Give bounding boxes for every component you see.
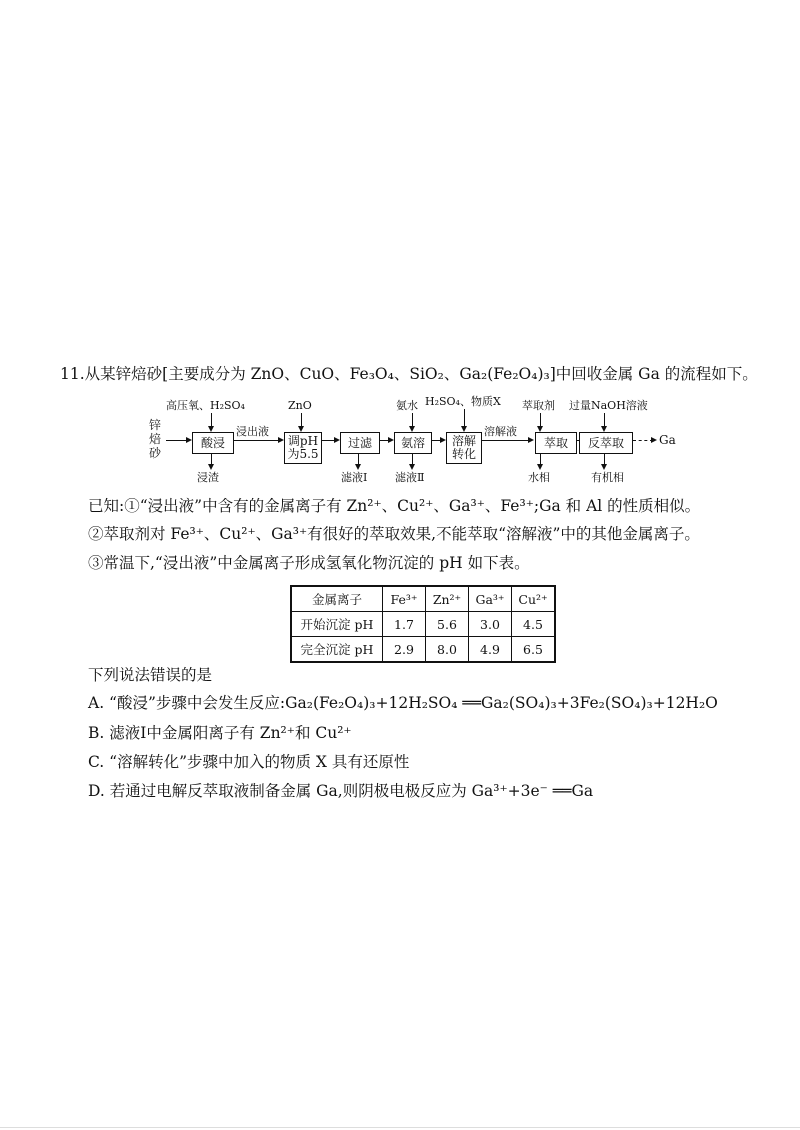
- back-extraction-box: 反萃取: [579, 432, 633, 454]
- table-cell: 1.7: [383, 612, 426, 637]
- filtrate1-label: 滤液Ⅰ: [341, 471, 368, 484]
- adjust-ph-line2: 为5.5: [287, 447, 319, 461]
- known-condition-1: 已知:①“浸出液”中含有的金属离子有 Zn²⁺、Cu²⁺、Ga³⁺、Fe³⁺;Ga 和 Al 的性质相似。: [88, 497, 701, 515]
- gallium-product-label: Ga: [659, 433, 676, 447]
- table-cell: 6.5: [512, 637, 556, 663]
- adjust-ph-line1: 调pH: [287, 434, 319, 448]
- table-cell: 开始沉淀 pH: [291, 612, 383, 637]
- table-row: [291, 612, 555, 637]
- dissolve-convert-line1: 溶解: [451, 434, 476, 448]
- process-flow-diagram: [148, 396, 688, 488]
- question-stem: [60, 364, 758, 384]
- dissolved-solution-label: 溶解液: [484, 425, 517, 438]
- question-prompt: 下列说法错误的是: [88, 666, 213, 684]
- table-cell: 3.0: [469, 612, 512, 637]
- dissolve-convert-line2: 转化: [451, 447, 476, 461]
- table-cell: 完全沉淀 pH: [291, 637, 383, 663]
- zno-input-label: ZnO: [288, 399, 312, 412]
- organic-phase-label: 有机相: [591, 471, 624, 484]
- table-header-cell: Zn²⁺: [426, 586, 469, 612]
- option-d[interactable]: D. 若通过电解反萃取液制备金属 Ga,则阴极电极反应为 Ga³⁺+3e⁻ ══Ga: [88, 782, 594, 800]
- table-header-row: [291, 586, 555, 612]
- question-number: 11.: [60, 365, 85, 383]
- adjust-ph-box: [284, 432, 322, 464]
- start-material-label: 锌 焙 砂: [148, 418, 161, 460]
- water-phase-label: 水相: [528, 471, 550, 484]
- filtrate2-label: 滤液Ⅱ: [395, 471, 425, 484]
- table-header-cell: Ga³⁺: [469, 586, 512, 612]
- question-stem-text: 从某锌焙砂[主要成分为 ZnO、CuO、Fe₃O₄、SiO₂、Ga₂(Fe₂O₄)₃]中回收金属 Ga 的流程如下。: [84, 365, 758, 383]
- ammonia-input-label: 氨水: [396, 399, 418, 412]
- ph-table: [290, 585, 556, 663]
- leachate-label: 浸出液: [236, 425, 269, 438]
- page-bottom-edge: [0, 1127, 800, 1128]
- residue-label: 浸渣: [197, 471, 219, 484]
- table-cell: 2.9: [383, 637, 426, 663]
- filter-box: 过滤: [340, 432, 380, 454]
- dissolve-convert-box: [446, 432, 482, 464]
- option-a[interactable]: A. “酸浸”步骤中会发生反应:Ga₂(Fe₂O₄)₃+12H₂SO₄ ══Ga₂(SO₄)₃+3Fe₂(SO₄)₃+12H₂O: [88, 694, 718, 712]
- known-condition-3: ③常温下,“浸出液”中金属离子形成氢氧化物沉淀的 pH 如下表。: [88, 554, 530, 572]
- option-b[interactable]: B. 滤液Ⅰ中金属阳离子有 Zn²⁺和 Cu²⁺: [88, 724, 352, 742]
- known-condition-2: ②萃取剂对 Fe³⁺、Cu²⁺、Ga³⁺有很好的萃取效果,不能萃取“溶解液”中的其他金属离子。: [88, 525, 700, 543]
- extractant-input-label: 萃取剂: [522, 399, 555, 412]
- table-cell: 5.6: [426, 612, 469, 637]
- extraction-box: 萃取: [535, 432, 577, 454]
- h2so4-x-input-label: H₂SO₄、物质X: [425, 395, 501, 408]
- table-header-cell: 金属离子: [291, 586, 383, 612]
- table-cell: 8.0: [426, 637, 469, 663]
- acid-leach-box: 酸浸: [192, 432, 234, 454]
- table-header-cell: Cu²⁺: [512, 586, 556, 612]
- acid-input-label: 高压氧、H₂SO₄: [166, 399, 245, 412]
- table-cell: 4.9: [469, 637, 512, 663]
- ammonia-dissolve-box: 氨溶: [394, 432, 432, 454]
- naoh-input-label: 过量NaOH溶液: [569, 399, 648, 412]
- table-row: [291, 637, 555, 663]
- table-header-cell: Fe³⁺: [383, 586, 426, 612]
- table-cell: 4.5: [512, 612, 556, 637]
- option-c[interactable]: C. “溶解转化”步骤中加入的物质 X 具有还原性: [88, 753, 410, 771]
